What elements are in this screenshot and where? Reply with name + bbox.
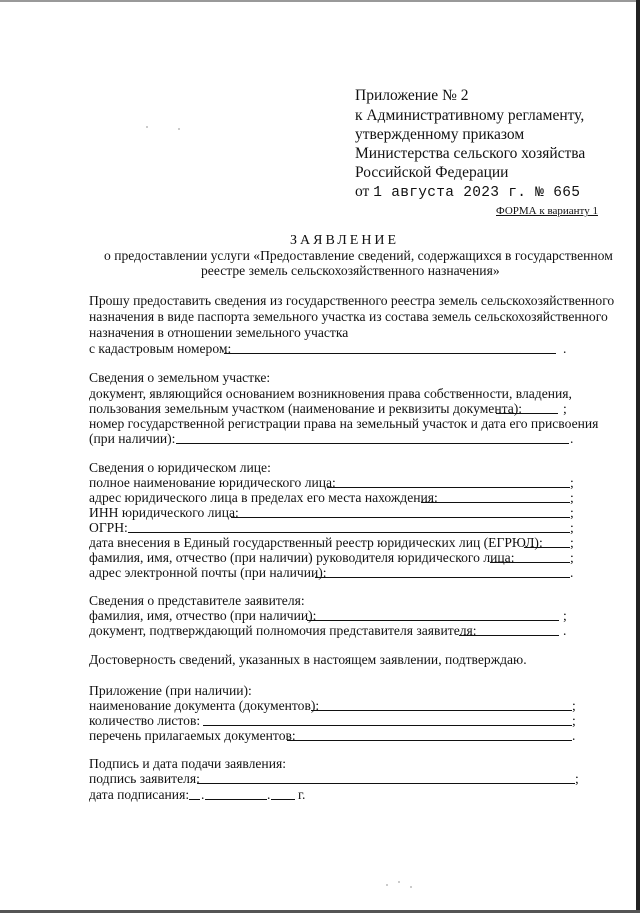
appendix-federation: Российской Федерации xyxy=(355,164,509,181)
legal-email-field[interactable] xyxy=(315,577,570,578)
attachment-doc-list-field[interactable] xyxy=(287,740,572,741)
legal-inn-field[interactable] xyxy=(231,517,570,518)
legal-head-name-label: фамилия, имя, отчество (при наличии) руководителя юридического лица: xyxy=(89,550,515,565)
field-terminator: ; xyxy=(563,401,567,416)
field-terminator: ; xyxy=(572,698,576,713)
land-doc-field[interactable] xyxy=(496,413,558,414)
appendix-approved: утвержденному приказом xyxy=(355,126,525,143)
legal-ogrn-field[interactable] xyxy=(128,532,570,533)
document-title: ЗАЯВЛЕНИЕ xyxy=(290,233,400,248)
date-separator: . xyxy=(267,787,271,802)
field-terminator: ; xyxy=(570,490,574,505)
request-line-1: Прошу предоставить сведения из государственного реестра земель сельскохозяйственного xyxy=(89,293,615,308)
appendix-number: Приложение № 2 xyxy=(355,87,469,104)
legal-address-field[interactable] xyxy=(421,502,570,503)
field-terminator: . xyxy=(570,565,574,580)
field-terminator: . xyxy=(563,341,567,356)
signing-day-field[interactable] xyxy=(189,799,200,800)
representative-heading: Сведения о представителе заявителя: xyxy=(89,593,305,608)
representative-doc-field[interactable] xyxy=(459,635,559,636)
representative-name-field[interactable] xyxy=(307,620,559,621)
attachment-doc-name-field[interactable] xyxy=(311,710,572,711)
cadastral-label: с кадастровым номером: xyxy=(89,341,232,356)
appendix-regulation: к Административному регламенту, xyxy=(355,107,585,124)
attachment-doc-list-label: перечень прилагаемых документов: xyxy=(89,728,296,743)
land-doc-label: пользования земельным участком (наименование и реквизиты документа): xyxy=(89,401,523,416)
field-terminator: ; xyxy=(570,520,574,535)
appendix-ministry: Министерства сельского хозяйства xyxy=(355,145,586,162)
signing-year-field[interactable] xyxy=(271,799,295,800)
legal-email-label: адрес электронной почты (при наличии): xyxy=(89,565,327,580)
signature-field[interactable] xyxy=(197,783,575,784)
field-terminator: ; xyxy=(570,475,574,490)
scan-speck xyxy=(410,886,412,888)
attachments-heading: Приложение (при наличии): xyxy=(89,683,252,698)
order-date-number: 1 августа 2023 г. № 665 xyxy=(373,185,581,201)
request-line-3: назначения в отношении земельного участка xyxy=(89,325,349,340)
legal-full-name-field[interactable] xyxy=(327,487,570,488)
scan-edge-top xyxy=(0,0,640,2)
scan-speck xyxy=(146,126,148,128)
attachment-sheet-count-field[interactable] xyxy=(203,725,572,726)
representative-name-label: фамилия, имя, отчество (при наличии): xyxy=(89,608,317,623)
appendix-date xyxy=(355,182,580,203)
legal-egrul-date-label: дата внесения в Единый государственный реестр юридических лиц (ЕГРЮЛ): xyxy=(89,535,543,550)
confirmation-statement: Достоверность сведений, указанных в настоящем заявлении, подтверждаю. xyxy=(89,652,527,667)
field-terminator: . xyxy=(570,431,574,446)
date-separator: . xyxy=(201,787,205,802)
signature-heading: Подпись и дата подачи заявления: xyxy=(89,756,287,771)
field-terminator: ; xyxy=(572,713,576,728)
subtitle-line-1: о предоставлении услуги «Предоставление сведений, содержащихся в государственном xyxy=(104,248,613,263)
scan-speck xyxy=(398,881,400,883)
attachment-doc-name-label: наименование документа (документов): xyxy=(89,698,320,713)
field-terminator: ; xyxy=(570,550,574,565)
scan-speck xyxy=(178,128,180,130)
legal-head-name-field[interactable] xyxy=(490,562,570,563)
field-terminator: . xyxy=(572,728,576,743)
form-variant-label: ФОРМА к варианту 1 xyxy=(496,205,598,217)
land-reg-line-1: номер государственной регистрации права на земельный участок и дата его присвоения xyxy=(89,416,599,431)
land-reg-label: (при наличии): xyxy=(89,431,176,446)
attachment-sheet-count-label: количество листов: xyxy=(89,713,201,728)
land-doc-line-1: документ, являющийся основанием возникновения права собственности, владения, xyxy=(89,386,572,401)
land-heading: Сведения о земельном участке: xyxy=(89,370,271,385)
legal-full-name-label: полное наименование юридического лица: xyxy=(89,475,336,490)
signing-date-label: дата подписания: xyxy=(89,787,190,802)
legal-inn-label: ИНН юридического лица: xyxy=(89,505,239,520)
year-suffix: г. xyxy=(298,787,306,802)
field-terminator: ; xyxy=(570,535,574,550)
field-terminator: ; xyxy=(575,771,579,786)
scan-edge-right xyxy=(636,0,640,913)
legal-address-label: адрес юридического лица в пределах его места нахождения: xyxy=(89,490,438,505)
signing-month-field[interactable] xyxy=(205,799,267,800)
legal-heading: Сведения о юридическом лице: xyxy=(89,460,271,475)
representative-doc-label: документ, подтверждающий полномочия представителя заявителя: xyxy=(89,623,477,638)
request-line-2: назначения в виде паспорта земельного участка из состава земель сельскохозяйственного xyxy=(89,309,608,324)
date-prefix: от xyxy=(355,183,370,200)
scan-speck xyxy=(386,884,388,886)
legal-egrul-date-field[interactable] xyxy=(524,547,570,548)
subtitle-line-2: реестре земель сельскохозяйственного назначения» xyxy=(201,263,500,278)
signature-label: подпись заявителя: xyxy=(89,771,200,786)
field-terminator: ; xyxy=(563,608,567,623)
field-terminator: . xyxy=(563,623,567,638)
field-terminator: ; xyxy=(570,505,574,520)
legal-ogrn-label: ОГРН: xyxy=(89,520,128,535)
land-reg-field[interactable] xyxy=(176,443,569,444)
cadastral-number-field[interactable] xyxy=(224,353,556,354)
